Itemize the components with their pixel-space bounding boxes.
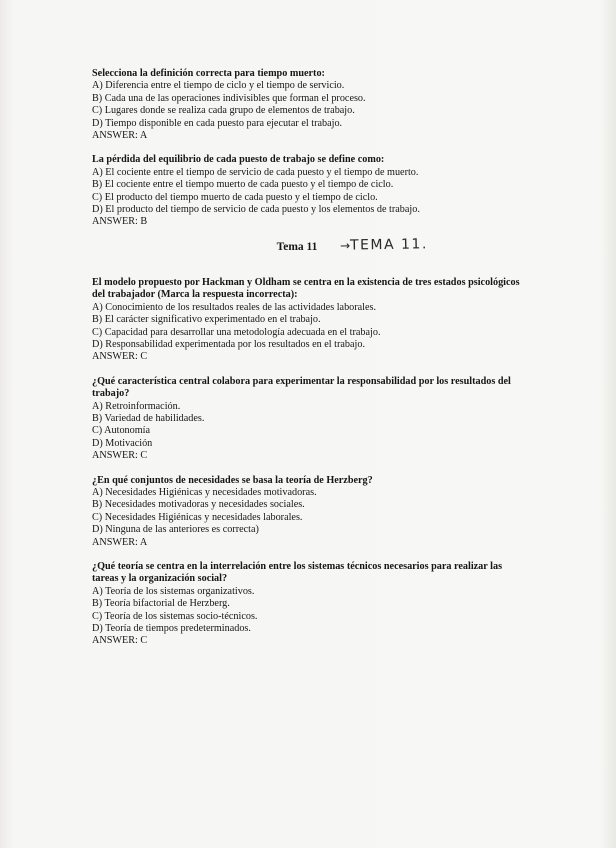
answer-line: ANSWER: B xyxy=(92,216,148,228)
handwritten-annotation xyxy=(340,238,428,252)
option-b: B) Necesidades motivadoras y necesidades sociales. xyxy=(92,499,305,511)
section-heading xyxy=(92,236,522,261)
option-b: B) Cada una de las operaciones indivisibles que forman el proceso. xyxy=(92,92,366,104)
option-c: C) Necesidades Higiénicas y necesidades laborales. xyxy=(92,511,303,523)
question-block xyxy=(92,68,522,142)
option-d: D) Ninguna de las anteriores es correcta) xyxy=(92,524,259,536)
question-block xyxy=(92,154,522,228)
option-d: D) Responsabilidad experimentada por los resultados en el trabajo. xyxy=(92,338,366,350)
handwritten-note: TEMA 11. xyxy=(349,236,428,254)
question-block xyxy=(92,561,522,648)
option-a: A) Diferencia entre el tiempo de ciclo y el tiempo de servicio. xyxy=(92,80,345,92)
option-b: B) El cociente entre el tiempo muerto de cada puesto y el tiempo de ciclo. xyxy=(92,179,394,191)
option-c: C) Lugares donde se realiza cada grupo de elementos de trabajo. xyxy=(92,105,355,117)
option-c: C) Capacidad para desarrollar una metodología adecuada en el trabajo. xyxy=(92,326,381,338)
document-body xyxy=(92,68,522,660)
answer-line: ANSWER: A xyxy=(92,536,148,548)
question-text: El modelo propuesto por Hackman y Oldham se centra en la existencia de tres estados psicológicos del trabajador (Marca la respuesta incorrecta): xyxy=(92,276,520,301)
question-text: ¿Qué teoría se centra en la interrelación entre los sistemas técnicos necesarios para realizar las tareas y la organización social? xyxy=(92,561,503,585)
question-block xyxy=(92,376,522,463)
option-a: A) Conocimiento de los resultados reales de las actividades laborales. xyxy=(92,301,377,313)
question-block xyxy=(92,277,522,364)
answer-line: ANSWER: A xyxy=(92,130,148,142)
question-text: Selecciona la definición correcta para tiempo muerto: xyxy=(92,68,325,79)
option-a: A) Teoría de los sistemas organizativos. xyxy=(92,585,255,597)
answer-line: ANSWER: C xyxy=(92,351,148,363)
option-d: D) Teoría de tiempos predeterminados. xyxy=(92,623,251,635)
question-block xyxy=(92,475,522,549)
option-c: C) Autonomía xyxy=(92,425,151,437)
option-a: A) Retroinformación. xyxy=(92,400,181,412)
section-title: Tema 11 xyxy=(276,240,318,253)
question-text: La pérdida del equilibrio de cada puesto de trabajo se define como: xyxy=(92,154,385,166)
option-b: B) El carácter significativo experimentado en el trabajo. xyxy=(92,314,321,326)
answer-line: ANSWER: C xyxy=(92,450,148,462)
question-text: ¿Qué característica central colabora para experimentar la responsabilidad por los resultados del trabajo? xyxy=(92,375,511,400)
question-text: ¿En qué conjuntos de necesidades se basa la teoría de Herzberg? xyxy=(92,474,373,486)
option-a: A) El cociente entre el tiempo de servicio de cada puesto y el tiempo de muerto. xyxy=(92,166,419,178)
option-d: D) Tiempo disponible en cada puesto para ejecutar el trabajo. xyxy=(92,117,343,129)
option-c: C) Teoría de los sistemas socio-técnicos. xyxy=(92,610,258,622)
option-c: C) El producto del tiempo muerto de cada puesto y el tiempo de ciclo. xyxy=(92,191,378,203)
answer-line: ANSWER: C xyxy=(92,635,148,647)
handwritten-arrow-icon: → xyxy=(339,238,349,253)
option-d: D) Motivación xyxy=(92,437,153,449)
option-b: B) Variedad de habilidades. xyxy=(92,412,205,424)
option-d: D) El producto del tiempo de servicio de cada puesto y los elementos de trabajo. xyxy=(92,204,420,216)
option-a: A) Necesidades Higiénicas y necesidades motivadoras. xyxy=(92,486,317,498)
option-b: B) Teoría bifactorial de Herzberg. xyxy=(92,598,230,610)
